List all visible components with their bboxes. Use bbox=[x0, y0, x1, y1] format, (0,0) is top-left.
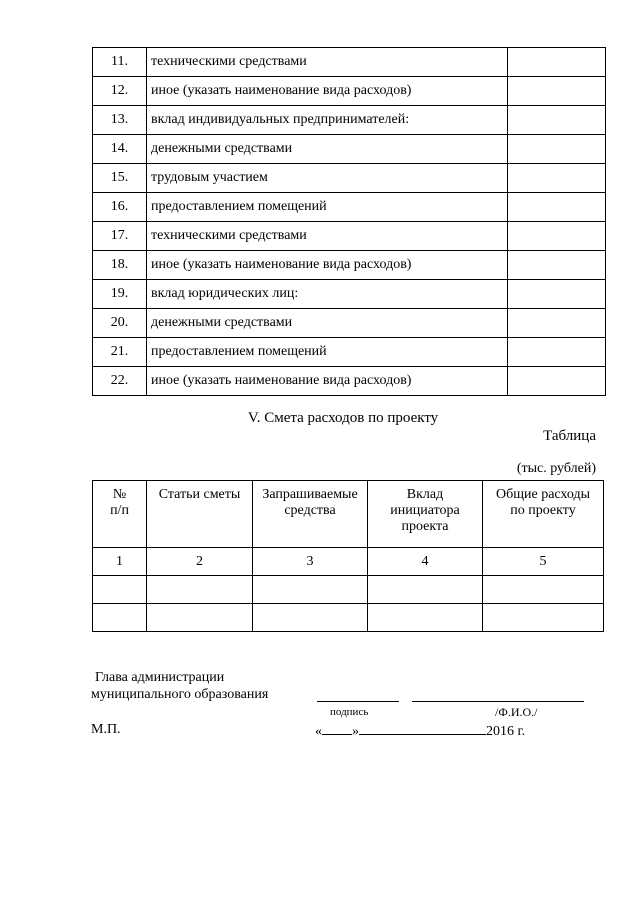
contribution-row bbox=[93, 251, 606, 280]
budget-header-row bbox=[93, 481, 604, 548]
stamp-label: М.П. bbox=[91, 722, 121, 737]
row-value-cell[interactable] bbox=[508, 48, 606, 77]
row-description: техническими средствами bbox=[147, 48, 508, 77]
row-number: 21. bbox=[93, 338, 147, 367]
row-number: 16. bbox=[93, 193, 147, 222]
row-value-cell[interactable] bbox=[508, 309, 606, 338]
row-description: денежными средствами bbox=[147, 309, 508, 338]
signature-line bbox=[317, 701, 399, 702]
units-label: (тыс. рублей) bbox=[516, 461, 596, 476]
row-value-cell[interactable] bbox=[508, 367, 606, 396]
contribution-row bbox=[93, 48, 606, 77]
contribution-row bbox=[93, 193, 606, 222]
contribution-row bbox=[93, 135, 606, 164]
contribution-row bbox=[93, 338, 606, 367]
row-number: 15. bbox=[93, 164, 147, 193]
row-value-cell[interactable] bbox=[508, 251, 606, 280]
header-initiator-contribution: Вклад инициатора проекта bbox=[368, 481, 483, 548]
date-line bbox=[315, 722, 525, 740]
row-description: трудовым участием bbox=[147, 164, 508, 193]
row-description: предоставлением помещений bbox=[147, 193, 508, 222]
signature-caption: подпись bbox=[330, 706, 369, 718]
empty-cell[interactable] bbox=[483, 576, 604, 604]
row-number: 12. bbox=[93, 77, 147, 106]
column-number: 5 bbox=[483, 548, 604, 576]
empty-cell[interactable] bbox=[93, 576, 147, 604]
contribution-row bbox=[93, 367, 606, 396]
date-open-quote: « bbox=[315, 724, 322, 739]
row-description: иное (указать наименование вида расходов) bbox=[147, 367, 508, 396]
row-value-cell[interactable] bbox=[508, 135, 606, 164]
row-number: 14. bbox=[93, 135, 147, 164]
contribution-row bbox=[93, 106, 606, 135]
row-value-cell[interactable] bbox=[508, 106, 606, 135]
contribution-row bbox=[93, 164, 606, 193]
empty-cell[interactable] bbox=[253, 576, 368, 604]
empty-cell[interactable] bbox=[483, 604, 604, 632]
header-total: Общие расходы по проекту bbox=[483, 481, 604, 548]
column-number: 1 bbox=[93, 548, 147, 576]
budget-empty-row bbox=[93, 604, 604, 632]
budget-empty-row bbox=[93, 576, 604, 604]
position-line2: муниципального образования bbox=[91, 687, 269, 702]
column-number: 2 bbox=[147, 548, 253, 576]
row-value-cell[interactable] bbox=[508, 77, 606, 106]
row-number: 17. bbox=[93, 222, 147, 251]
empty-cell[interactable] bbox=[93, 604, 147, 632]
row-number: 19. bbox=[93, 280, 147, 309]
row-description: вклад индивидуальных предпринимателей: bbox=[147, 106, 508, 135]
section-title: V. Смета расходов по проекту bbox=[247, 410, 439, 426]
row-value-cell[interactable] bbox=[508, 222, 606, 251]
row-description: вклад юридических лиц: bbox=[147, 280, 508, 309]
name-line bbox=[412, 701, 584, 702]
empty-cell[interactable] bbox=[253, 604, 368, 632]
row-description: техническими средствами bbox=[147, 222, 508, 251]
date-day-blank[interactable] bbox=[322, 722, 352, 735]
contribution-row bbox=[93, 222, 606, 251]
empty-cell[interactable] bbox=[147, 576, 253, 604]
column-number: 3 bbox=[253, 548, 368, 576]
column-number: 4 bbox=[368, 548, 483, 576]
budget-table bbox=[92, 480, 604, 632]
empty-cell[interactable] bbox=[368, 576, 483, 604]
row-value-cell[interactable] bbox=[508, 280, 606, 309]
row-value-cell[interactable] bbox=[508, 193, 606, 222]
empty-cell[interactable] bbox=[147, 604, 253, 632]
row-number: 22. bbox=[93, 367, 147, 396]
row-number: 20. bbox=[93, 309, 147, 338]
position-line1: Глава администрации bbox=[95, 670, 225, 685]
row-description: иное (указать наименование вида расходов) bbox=[147, 77, 508, 106]
header-number: № п/п bbox=[93, 481, 147, 548]
contribution-row bbox=[93, 77, 606, 106]
name-caption: /Ф.И.О./ bbox=[495, 705, 538, 719]
date-year: 2016 г. bbox=[486, 724, 526, 739]
row-number: 13. bbox=[93, 106, 147, 135]
row-description: денежными средствами bbox=[147, 135, 508, 164]
row-value-cell[interactable] bbox=[508, 164, 606, 193]
date-close-quote: » bbox=[352, 724, 359, 739]
row-number: 18. bbox=[93, 251, 147, 280]
contribution-row bbox=[93, 280, 606, 309]
contribution-row bbox=[93, 309, 606, 338]
budget-numbering-row bbox=[93, 548, 604, 576]
date-month-blank[interactable] bbox=[359, 722, 486, 735]
row-number: 11. bbox=[93, 48, 147, 77]
table-label: Таблица bbox=[543, 428, 596, 444]
contributions-table bbox=[92, 47, 606, 396]
header-items: Статьи сметы bbox=[147, 481, 253, 548]
row-value-cell[interactable] bbox=[508, 338, 606, 367]
empty-cell[interactable] bbox=[368, 604, 483, 632]
header-requested: Запрашиваемые средства bbox=[253, 481, 368, 548]
row-description: предоставлением помещений bbox=[147, 338, 508, 367]
row-description: иное (указать наименование вида расходов) bbox=[147, 251, 508, 280]
